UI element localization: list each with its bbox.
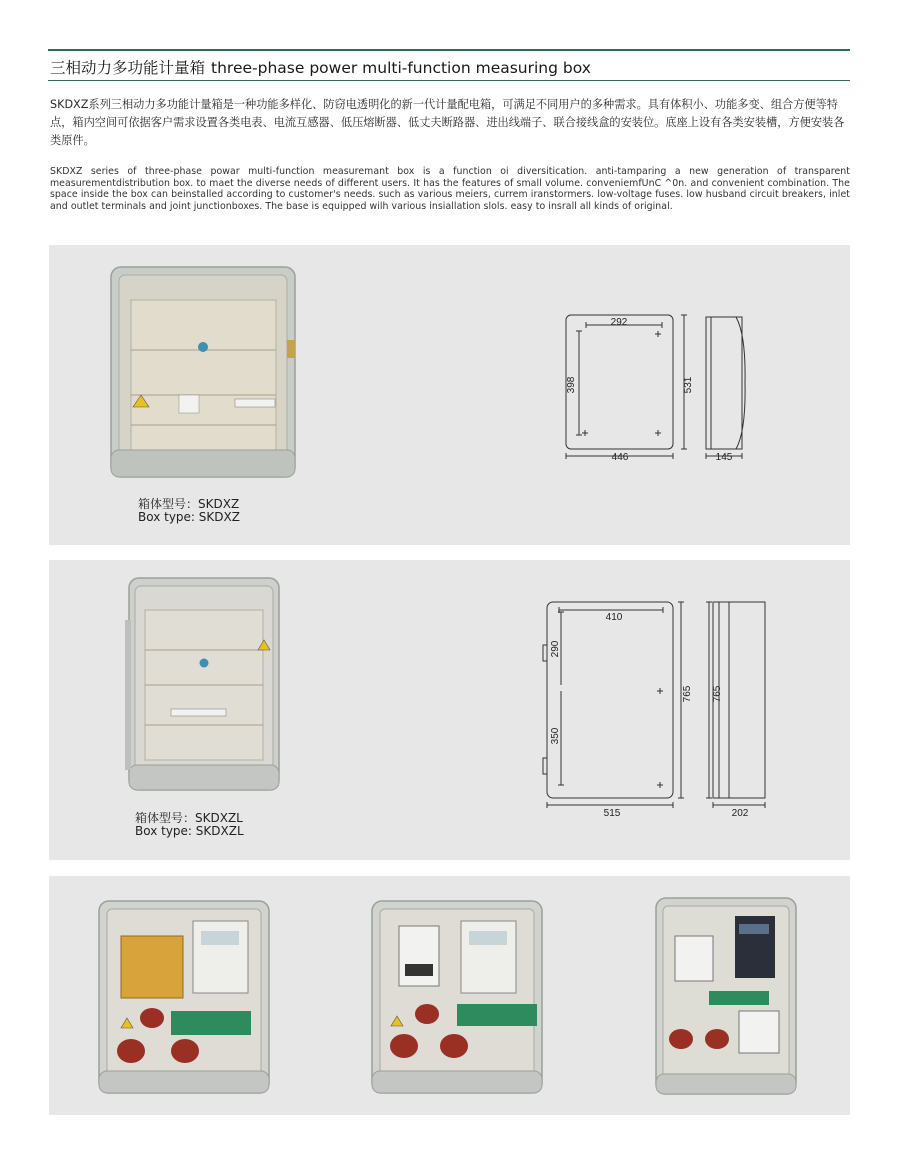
page-title — [50, 56, 591, 78]
dim-outer-height: 765 — [682, 685, 693, 703]
dim-upper-height: 290 — [550, 640, 561, 658]
skdxz-caption — [138, 498, 240, 524]
dim-inner-width: 292 — [610, 317, 628, 328]
header-rule-top — [48, 49, 850, 51]
skdxz-caption-cn: 箱体型号：SKDXZ — [138, 497, 240, 511]
skdxzl-front-drawing — [543, 602, 684, 808]
dim-side-height: 765 — [712, 685, 723, 703]
example-box-3 — [656, 898, 796, 1094]
dim-outer-width: 515 — [603, 808, 621, 819]
skdxz-side-drawing — [706, 317, 745, 459]
dim-outer-width: 446 — [611, 452, 629, 463]
dim-inner-width: 410 — [605, 612, 623, 623]
product-panel-skdxz — [49, 245, 850, 545]
example-box-2 — [372, 901, 542, 1093]
dim-lower-height: 350 — [550, 727, 561, 745]
skdxzl-caption — [135, 812, 244, 838]
skdxzl-caption-en: Box type: SKDXZL — [135, 824, 244, 838]
product-panel-skdxzl — [49, 560, 850, 860]
example-box-1 — [99, 901, 269, 1093]
installed-examples-panel — [49, 876, 850, 1115]
dim-outer-height: 531 — [683, 376, 694, 394]
skdxzl-box-photo — [125, 578, 279, 790]
dim-depth: 202 — [731, 808, 749, 819]
skdxz-box-photo — [111, 267, 295, 477]
skdxzl-side-drawing — [706, 602, 765, 808]
intro-english: SKDXZ series of three-phase powar multi-function measuremant box is a function oi diversitication. anti-tamparing a new generation of transparent measurementdistribution box. to maet the diverse needs of different users. It has the features of small volume. conveniemfUnC ^0n. and convenient combination. The space inside the box can beinstalled according to customer's needs. such as various meiers, currem iranstormers. low-voltage fuses. low husband circuit breakers, inlet and outlet terminals and joint junctionboxes. The base is equipped wilh various insiallation slols. easy to insrall all kinds of original. — [50, 166, 850, 212]
skdxzl-caption-cn: 箱体型号：SKDXZL — [135, 811, 243, 825]
dim-depth: 145 — [715, 452, 733, 463]
dim-inner-height: 398 — [566, 376, 577, 394]
skdxz-front-drawing — [566, 315, 687, 459]
intro-chinese: SKDXZ系列三相动力多功能计量箱是一种功能多样化、防窃电透明化的新一代计量配电箱，可满足不同用户的多种需求。具有体积小、功能多变、组合方便等特点，箱内空间可依据客户需求设置各类电表、电流互感器、低压熔断器、低丈夫断路器、进出线端子、联合接线盒的安装位。底座上设有各类安装槽，方便安装各类原件。 — [50, 98, 845, 147]
header-rule-bottom — [48, 80, 850, 81]
skdxz-caption-en: Box type: SKDXZ — [138, 510, 240, 524]
title-cn: 三相动力多功能计量箱 — [50, 59, 206, 77]
title-en: three-phase power multi-function measuring box — [211, 59, 591, 77]
installed-examples — [49, 876, 850, 1115]
